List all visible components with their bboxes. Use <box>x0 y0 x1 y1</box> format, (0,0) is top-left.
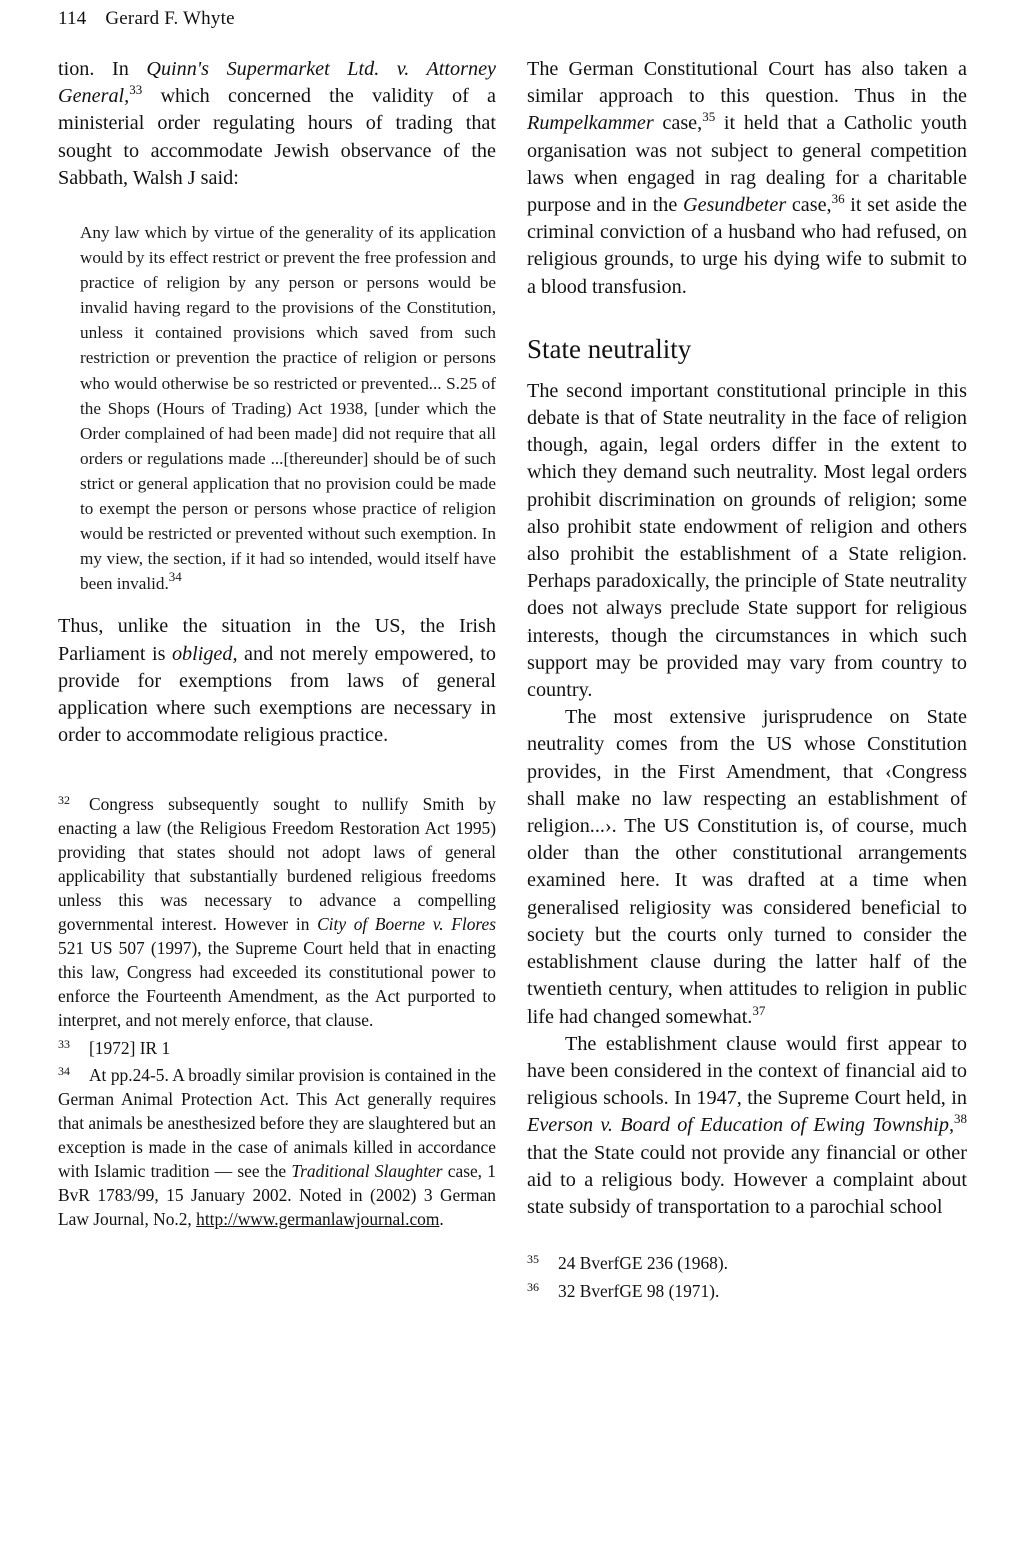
page-number: 114 <box>58 8 87 29</box>
text-span: that the State could not provide any financial or other aid to a religious body. However a complaint about state subsidy of transportation to a parochial school <box>527 1141 967 1218</box>
text-span: it held that a Catholic youth organisation was not subject to general competition laws when engaged in rag dealing for a charitable purpose and in the <box>527 112 967 217</box>
footnote-number: 36 <box>527 1280 539 1295</box>
text-span: The most extensive jurisprudence on State neutrality comes from the US whose Constitution provides, in the First Amendment, that ‹Congress shall make no law respecting an establishment of religion...›. The US Constitution is, of course, much older than the other constitutional arrangements examined here. It was drafted at a time when generalised religiosity was considered beneficial to society but the courts only turned to consider the establishment clause during the latter half of the twentieth century, when attitudes to religion in public life had changed somewhat. <box>527 706 967 1028</box>
footnote-number: 33 <box>58 1036 70 1051</box>
text-span: . <box>439 1208 444 1229</box>
block-quote <box>80 220 496 596</box>
case-name: Rumpelkammer <box>527 112 654 135</box>
left-column <box>58 56 496 1232</box>
text-span: which concerned the validity of a ministerial order regulating hours of trading that sought to accommodate Jewish observance of the Sabbath, Walsh J said: <box>58 85 496 189</box>
journal-link[interactable]: http://www.germanlawjournal.com <box>196 1208 440 1229</box>
footnote-ref: 33 <box>129 82 143 98</box>
text-span: [1972] IR 1 <box>89 1037 171 1058</box>
footnote-36 <box>527 1275 967 1303</box>
footnote-33 <box>58 1033 496 1061</box>
running-header <box>58 8 235 30</box>
text-span: 32 BverfGE 98 (1971). <box>558 1281 720 1302</box>
text-span: case, 1 BvR 1783/99, 15 January 2002. Noted in (2002) 3 German Law Journal, No.2, <box>58 1161 496 1229</box>
footnote-number: 35 <box>527 1252 539 1267</box>
right-paragraph-1 <box>527 56 967 301</box>
text-span: tion. In <box>58 58 147 80</box>
text-span: case, <box>786 194 832 217</box>
case-name: Everson v. Board of Education of Ewing Township, <box>527 1114 954 1137</box>
footnotes-left <box>58 789 496 1231</box>
footnote-32 <box>58 789 496 1032</box>
text-span: 24 BverfGE 236 (1968). <box>558 1253 729 1274</box>
left-paragraph-2 <box>58 613 496 749</box>
text-span: 521 US 507 (1997), the Supreme Court held that in enacting this law, Congress had exceeded its constitutional power to enforce the Fourteenth Amendment, as the Act purported to interpret, and not merely enforce, that clause. <box>58 937 496 1030</box>
text-span: it set aside the criminal conviction of a husband who had refused, on religious grounds, to urge his dying wife to submit to a blood transfusion. <box>527 194 967 298</box>
case-name: Traditional Slaughter <box>291 1161 443 1182</box>
footnote-35 <box>527 1247 967 1275</box>
text-span: The establishment clause would first appear to have been considered in the context of financial aid to religious schools. In 1947, the Supreme Court held, in <box>527 1032 967 1110</box>
footnote-ref: 35 <box>702 109 716 125</box>
footnote-ref: 38 <box>954 1111 967 1127</box>
footnote-34 <box>58 1060 496 1231</box>
text-span: and not merely empowered, to provide for exemptions from laws of general application where such exemptions are necessary in order to accommodate religious practice. <box>58 642 496 747</box>
running-author: Gerard F. Whyte <box>105 8 235 29</box>
right-paragraph-3 <box>527 704 967 1030</box>
case-name: City of Boerne v. Flores <box>317 913 496 934</box>
left-paragraph-1 <box>58 56 496 192</box>
text-span: Congress subsequently sought to nullify Smith by enacting a law (the Religious Freedom Restoration Act 1995) providing that states should not adopt laws of general applicability that substantially burdened religious freedoms unless this was necessary to advance a compelling governmental interest. However in <box>58 794 496 934</box>
section-heading: State neutrality <box>527 333 692 364</box>
text-span: Thus, unlike the situation in the US, the Irish Parliament is <box>58 615 496 665</box>
footnote-ref: 37 <box>752 1002 766 1018</box>
right-paragraph-4 <box>527 1031 967 1221</box>
right-paragraph-2: The second important constitutional principle in this debate is that of State neutrality in the face of religion though, again, legal orders differ in the extent to which they demand such neutrality. Most legal orders prohibit discrimination on grounds of religion; some also prohibit state endowment of religion and others also prohibit the establishment of a State religion. Perhaps paradoxically, the principle of State neutrality does not always preclude State support for religious interests, though the circumstances in which such support may be provided may vary from country to country. <box>527 379 967 702</box>
footnote-ref: 34 <box>168 569 182 585</box>
right-column <box>527 56 967 1303</box>
quote-text: Any law which by virtue of the generality of its application would by its effect restrict or prevent the free profession and practice of religion by any person or persons would be invalid having regard to the provisions of the Constitution, unless it contained provisions which saved from such restriction or prevention the practice of religion or persons who would otherwise be so restricted or prevented... S.25 of the Shops (Hours of Trading) Act 1938, [under which the Order complained of had been made] did not require that all orders or regulations made ...[thereunder] should be of such strict or general application that no provision could be made to exempt the person or persons whose practice of religion would be restricted or prevented without such exemption. In my view, the section, if it had so intended, would itself have been invalid. <box>80 223 496 594</box>
case-name: Gesundbeter <box>683 194 787 217</box>
footnote-ref: 36 <box>831 191 845 207</box>
emphasis: obliged, <box>171 642 238 665</box>
text-span: case, <box>653 112 703 135</box>
footnote-number: 34 <box>58 1064 70 1079</box>
case-name: Quinn's Supermarket Ltd. v. Attorney General, <box>58 58 496 108</box>
text-span: At pp.24-5. A broadly similar provision is contained in the German Animal Protection Act. This Act generally requires that animals be anesthesized before they are slaughtered but an exception is made in the case of animals killed in accordance with Islamic tradition — see the <box>58 1065 496 1182</box>
footnote-number: 32 <box>58 793 70 808</box>
text-span: The German Constitutional Court has also taken a similar approach to this question. Thus in the <box>527 58 967 108</box>
footnotes-right <box>527 1247 967 1303</box>
